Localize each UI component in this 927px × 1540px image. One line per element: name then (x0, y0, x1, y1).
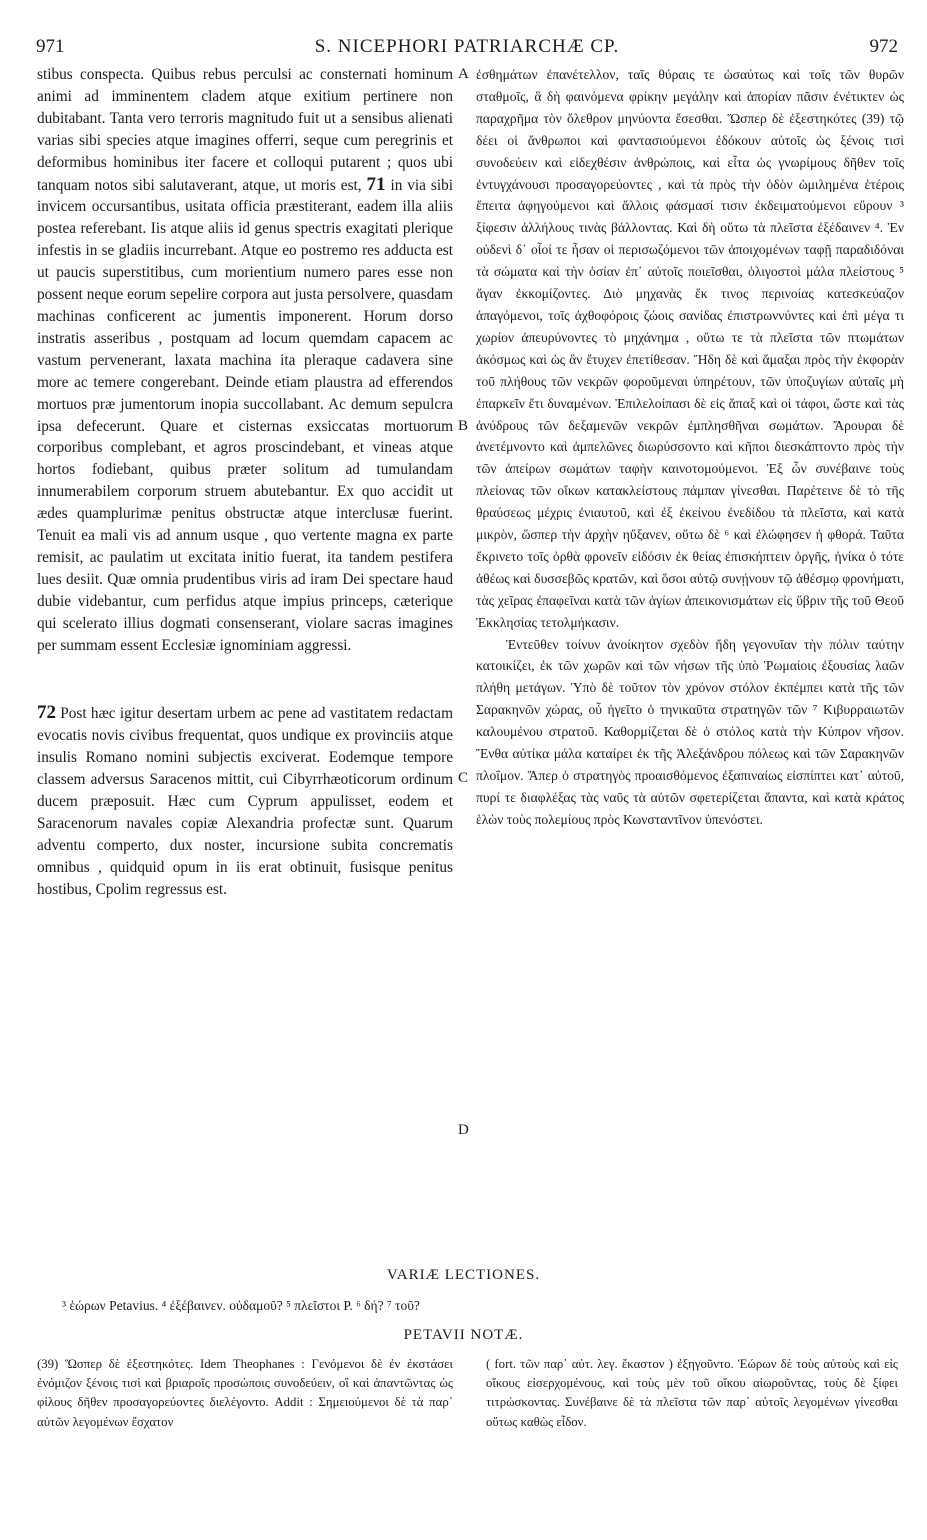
variae-lectiones-heading: VARIÆ LECTIONES. (386, 1267, 541, 1283)
section-number-71: 71 (366, 173, 386, 195)
latin-column (37, 64, 453, 901)
latin-text-1: stibus conspecta. Quibus rebus perculsi ac consternati hominum animi ad imminentem cladem atque exitium pertinere non dubitabant. Tanta vero terroris magnitudo fuit ut a sensibus alienati varias sibi species atque imagines offerri, seque cum peregrinis et deformibus hominibus iter facere et colloqui putarent ; quos ubi tanquam notos sibi salutaverant, atque, ut moris est, (37, 66, 453, 194)
latin-paragraph-1 (37, 64, 453, 656)
note-39-continuation: ( fort. τῶν παρ᾽ αὐτ. λεγ. ἔκαστον ) ἐξηγοῦντο. Ἑώρων δὲ τοὺς αὐτοὺς καὶ εἰς οἴκους εἰσερχομένους, καὶ τοὺς μὲν τοῦ οἴκου αἰωροῦντας, τοὺς δὲ ξίφει τιτρώσκοντας. Συνέβαινε δὲ τὰ πλεῖστα τῶν παρ᾽ αὐτοῖς λεγομένων γίνεσθαι οὕτως καθὼς εἶδον. (486, 1357, 898, 1429)
section-number-72: 72 (37, 702, 56, 724)
margin-letter-a: A (458, 66, 469, 82)
notes-heading: PETAVII NOTÆ. (403, 1327, 524, 1343)
greek-column (476, 64, 904, 831)
notes-left-column (37, 1355, 453, 1432)
margin-letter-d: D (458, 1122, 469, 1138)
notes-right-column (486, 1355, 898, 1432)
variae-lectiones-text: ³ ἑώρων Petavius. ⁴ ἐξέβαινεν. οὐδαμοῦ? ⁵ πλεῖστοι P. ⁶ δή? ⁷ τοῦ? (62, 1298, 420, 1313)
page-number-right: 972 (869, 36, 898, 57)
margin-letter-b: B (458, 418, 469, 434)
page-number-left: 971 (36, 36, 65, 57)
margin-letter-c: C (458, 770, 469, 786)
latin-text-1-rest: in via sibi invicem occursantibus, usitata officia præstiterant, eadem illa aliis postea referebant. Iis atque aliis id genus spectris exagitati plerique infestis in se gladiis incurrebant. Atque eo postremo res adducta est ut paucis superstitibus, cum morientium numero pares esse non possent neque eorum sepelire corpora aut justa persolvere, quasdam machinas conficerent ac jumentis imponerent. Horum dorso instratis asseribus , postquam ad locum quemdam capacem ac vastum pervenerant, laxata machina ita pleraque cadavera sine more ac temere congerebant. Deinde etiam plaustra ad efferendos mortuos præ jumentorum inopia succollabant. Ac demum sepulcra ipsa defecerunt. Quare et cisternas exsiccatas mortuorum corporibus complebant, et agros proscindebant, et vineas atque hortos fodiebant, quibus præter solitum ad tumulandam innumerabilem corporum struem abutebantur. Ex quo accidit ut ædes quamplurimæ penitus obstructæ atque interclusæ fuerint. Tenuit ea mali vis ad annum usque , quo vertente magna ex parte remisit, ac paulatim ut excitata initio fuerat, ita tandem pestifera lues desiit. Quæ omnia prudentibus viris ad iram Dei spectare haud dubie videbantur, cum perfidus atque impius princeps, cæterique qui scelerato illius dogmati consenserant, violare sacras imagines per summam essent Ecclesiæ ignominiam aggressi. (37, 176, 453, 654)
latin-text-2: Post hæc igitur desertam urbem ac pene ad vastitatem redactam evocatis novis civibus frequentat, quos undique ex provinciis atque insulis Romano nomini subjectis exciverat. Eodemque tempore classem adversus Saracenos mittit, cui Cibyrrhæoticorum ordinum ducem præposuit. Hæc cum Cyprum appulisset, eodem et Saracenorum navales copiæ Alexandria profectæ sunt. Quarum adventu comperto, dux noster, incursione subita concrematis omnibus , quidquid opum in iis erat obtinuit, fusisque penitus hostibus, Cpolim regressus est. (37, 705, 453, 898)
latin-paragraph-2 (37, 702, 453, 900)
greek-paragraph-1: ἐσθημάτων ἐπανέτελλον, ταῖς θύραις τε ὡσαύτως καὶ τοῖς τῶν θυρῶν σταθμοῖς, ἃ δὴ φαινόμενα φρίκην μεγάλην καὶ ἀπορίαν πᾶσιν ἐνέτικτεν ὡς παραχρῆμα τὸν ὄλεθρον μηνύοντα ἔσεσθαι. Ὥσπερ δὲ ἐξεστηκότες (39) τῷ δέει οἱ ἄνθρωποι καὶ φαντασιούμενοι ἐδόκουν αὐτοῖς ὡς ξένοις τισὶ συνοδεύειν καὶ εἰδεχθέσιν ἀνθρώποις, καὶ εἶτα ὡς γνωρίμους δῆθεν τοῖς ἐντυγχάνουσι προσαγορεύοντες , καὶ τὰ πρὸς τὴν ὁδὸν ὡμιλημένα ἑτέροις ἔπειτα ἀφηγούμενοι καὶ ἄλλοις φάσμασί τισιν ἐκδειματούμενοι εὕρουν ³ ξίφεσιν ἀλλήλους τινὰς βάλλοντας. Καὶ δὴ οὕτω τὰ πλεῖστα ἐξέδαινεν ⁴. Ἐν οὐδενὶ δ᾽ οἷοί τε ἦσαν οἱ περισωζόμενοι τῶν ἀποιχομένων ταφῇ παραδιδόναι τὰ σώματα καὶ τὴν ὁσίαν ἐπ᾽ αὐτοῖς ποιεῖσθαι, ὀλιγοστοὶ μάλα πλείστους ⁵ ἄγαν ἐκκομίζοντες. Διὸ μηχανὰς ἔκ τινος περινοίας κατεσκεύαζον ἀπαγόμενοι, τοῖς ἀχθοφόροις ζώοις σανίδας ἐπιστρωννύντες καὶ ἐπὶ μέγα τι χωρίον ἀπευρύνοντες τὸ μηχάνημα , οὕτω τε τὰ πλεῖστα τῶν πτωμάτων ἀκόσμως καὶ ὡς ἂν ἔτυχεν ἐπετίθεσαν. Ἤδη δὲ καὶ ἅμαξαι πρὸς τὴν ἐκφορὰν τοῦ πλήθους τῶν νεκρῶν φοροῦμεναι ὑπηρέτουν, τῶν ὑποζυγίων αὐταῖς μὴ ἐπαρκεῖν ἔτι δυναμένων. Ἐπιλελοίπασι δὲ εἰς ἅπαξ καὶ οἱ τάφοι, ὥστε καὶ τὰς ἀνύδρους τῶν δεξαμενῶν νεκρῶν ἐμπλησθῆναι σωμάτων. Ἄρουραι δὲ ἀνετέμνοντο καὶ ἀμπελῶνες διωρύσσοντο καὶ κῆποι διεσκάπτοντο πρὸς τὴν τῶν ἀπείρων σωμάτων ταφὴν καινοτομούμενοι. Ἐξ ὧν συνέβαινε τοὺς πλείονας τῶν οἴκων κατακλείστους πάμπαν γίνεσθαι. Παρέτεινε δὲ τὸ τῆς θραύσεως μέχρις ἐνιαυτοῦ, καὶ ἐξ ἐκείνου ἐνεδίδου τὰ πλεῖστα, καὶ κατὰ μικρὸν, ὥσπερ τὴν ἀρχὴν ηὔξανεν, οὕτω δὲ ⁶ καὶ ἐλώφησεν ἡ φθορά. Ταῦτα ἔκρινετο τοῖς ὀρθὰ φρονεῖν εἰδόσιν ἐκ θείας ἐπισκήπτειν ὀργῆς, ἡνίκα ὁ τότε ἀθέως καὶ δυσσεβῶς κρατῶν, καὶ ὅσοι αὐτῷ συνῄνουν τῷ ἀθέσμῳ φρονήματι, τὰς χεῖρας ἐπαφεῖναι κατὰ τῶν ἁγίων ἀπεικονισμάτων εἰς ὕβριν τῆς τοῦ Θεοῦ Ἐκκλησίας τετολμήκασιν. (476, 67, 904, 630)
running-title: S. NICEPHORI PATRIARCHÆ CP. (314, 36, 620, 57)
greek-paragraph-2: Ἐντεῦθεν τοίνυν ἀνοίκητον σχεδὸν ἤδη γεγονυῖαν τὴν πόλιν ταύτην κατοικίζει, ἐκ τῶν χωρῶν καὶ τῶν νήσων τῆς ὑπὸ Ῥωμαίοις ἐξουσίας λαῶν πλήθη μετάγων. Ὑπὸ δὲ τοῦτον τὸν χρόνον στόλον ἐκπέμπει κατὰ τῆς τῶν Σαρακηνῶν χώρας, οὗ ἡγεῖτο ὁ τηνικαῦτα στρατηγῶν τῶν ⁷ Κιβυρραιωτῶν καλουμένου στρατοῦ. Καθορμίζεται δὲ ὁ στόλος κατὰ τὴν Κύπρον νῆσον. Ἔνθα αὐτίκα μάλα καταίρει ἐκ τῆς Ἀλεξάνδρου πόλεως καὶ τῶν Σαρακηνῶν πλοΐμον. Ἅπερ ὁ στρατηγὸς προαισθόμενος ἐξαπιναίως εἰσπίπτει κατ᾽ αὐτοῦ, πυρί τε διαφλέξας τὰς ναῦς τὰ αὐτῶν σφετερίζεται ἅπαντα, καὶ κατὰ κράτος ἑλὼν τοὺς πολεμίους πρὸς Κωνσταντῖνον ὑπενόστει. (476, 636, 904, 827)
note-39-text: (39) Ὥσπερ δὲ ἐξεστηκότες. Idem Theophanes : Γενόμενοι δὲ ἐν ἐκστάσει ἐνόμιζον ξένοις τισὶ καὶ βριαροῖς προσώποις συνοδεύειν, οἳ καὶ ἀπαντῶντας ὡς φίλους δῆθεν προσαγορεύοντες διελέγοντο. Addit : Σημειούμενοι δὲ τὰ παρ᾽ αὐτῶν λεγομένων ἔσχατον (37, 1357, 453, 1429)
running-header (36, 36, 898, 60)
